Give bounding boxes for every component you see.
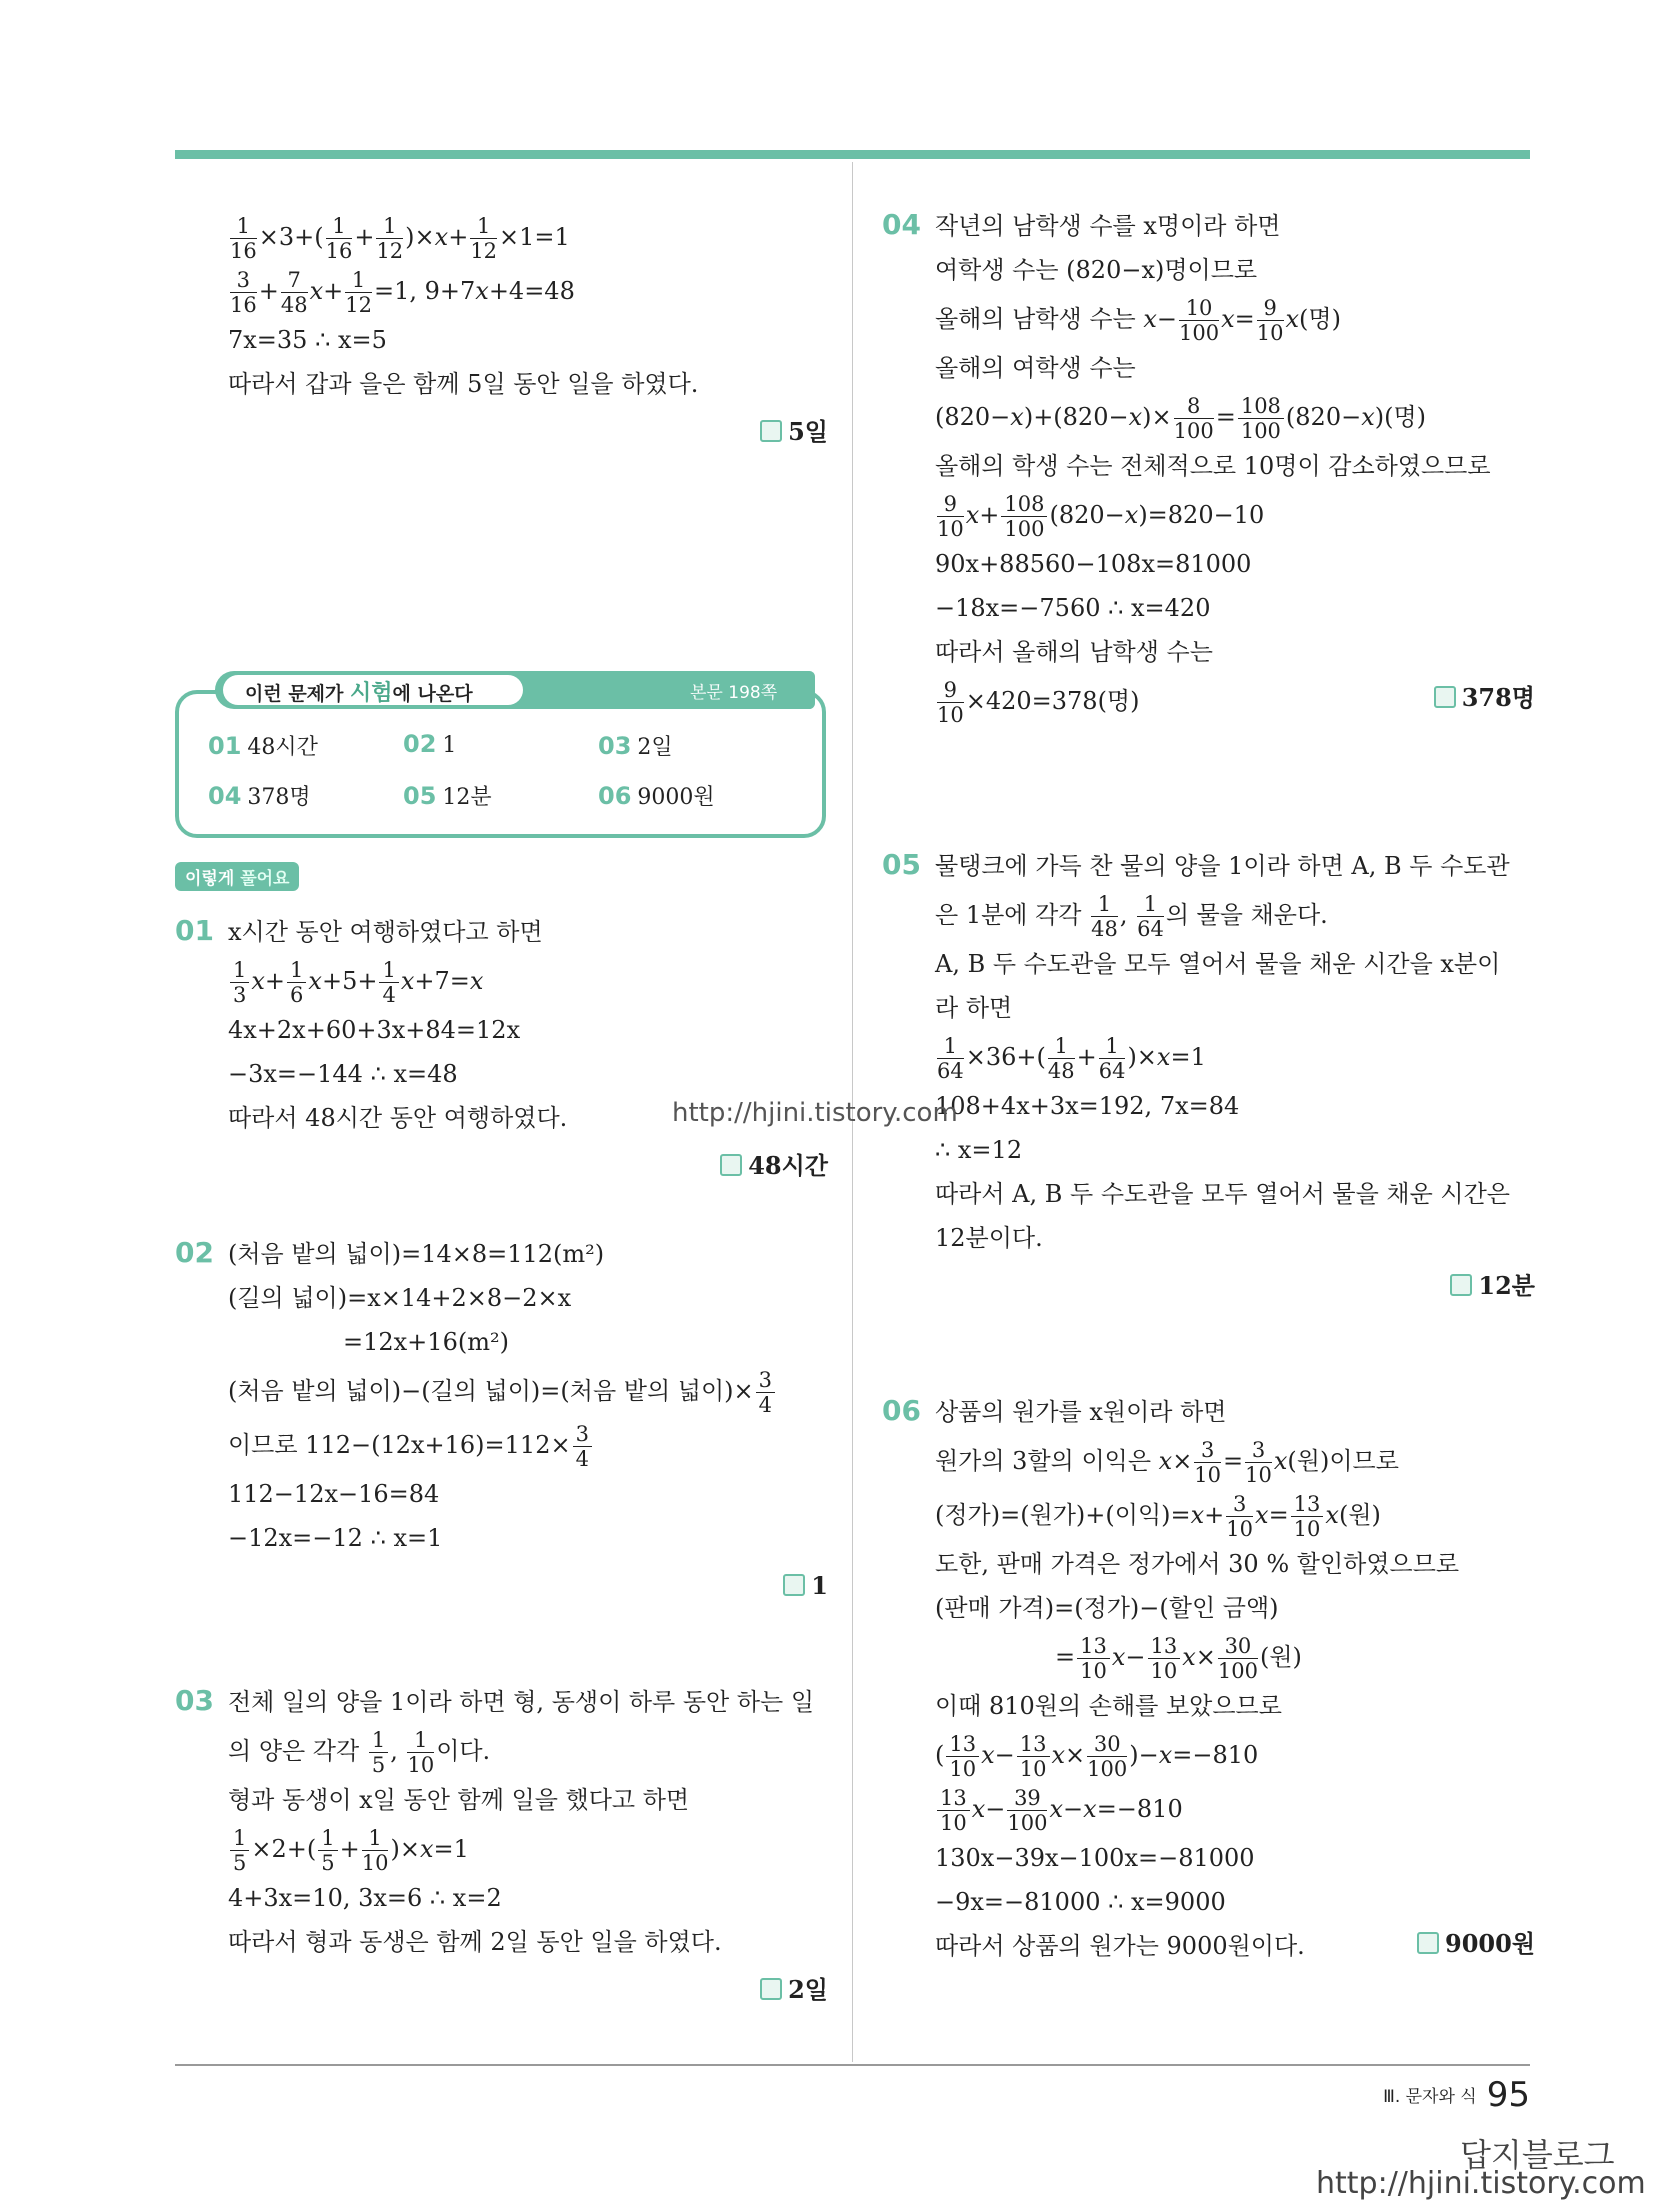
text-line: −12x=−12 ∴ x=1 xyxy=(228,1524,443,1552)
problem-number: 01 xyxy=(175,914,214,947)
text-line: (길의 넓이)=x×14+2×8−2×x xyxy=(228,1284,572,1312)
explanation-label: 이렇게 풀어요 xyxy=(175,862,299,891)
text-line: 올해의 여학생 수는 xyxy=(935,354,1136,382)
equation-line: ( $\frac{13}{10}$ x− $\frac{13}{10}$ x× $\frac{30}{100}$ )−x=−810 xyxy=(935,1732,1259,1781)
equation-line: $\frac{1}{3}$ x+ $\frac{1}{6}$ x+5+ $\frac{1}{4}$ x+7=x xyxy=(228,954,828,1008)
text-line: x시간 동안 여행하였다고 하면 xyxy=(228,918,543,946)
text-line: 4x+2x+60+3x+84=12x xyxy=(228,1016,521,1044)
text-line: 도한, 판매 가격은 정가에서 30 % 할인하였으므로 xyxy=(935,1550,1460,1578)
problem-number: 04 xyxy=(882,208,921,241)
bottom-rule xyxy=(175,2064,1530,2066)
text-line: ∴ x=12 xyxy=(935,1136,1023,1164)
answer-badge: 9000원 xyxy=(1417,1924,1535,1964)
left-column-top xyxy=(228,210,828,452)
equation-line: 원가의 3할의 이익은 x× $\frac{3}{10}$ = $\frac{3}{10}$ x(원)이므로 xyxy=(935,1438,1399,1487)
answer-icon xyxy=(760,420,782,442)
answer-icon xyxy=(783,1574,805,1596)
exam-answer-item: 06 9000원 xyxy=(598,782,715,810)
text-line: 형과 동생이 x일 동안 함께 일을 했다고 하면 xyxy=(228,1786,690,1814)
exam-box-reference: 본문 198쪽 xyxy=(690,683,778,703)
exam-answer-item: 03 2일 xyxy=(598,732,673,760)
answer-badge: 378명 xyxy=(1434,678,1535,718)
text-line: −18x=−7560 ∴ x=420 xyxy=(935,594,1211,622)
text-line: 이때 810원의 손해를 보았으므로 xyxy=(935,1692,1282,1720)
answer-icon xyxy=(1417,1932,1439,1954)
problem-06 xyxy=(935,1390,1535,1968)
equation-line: $\frac{1}{16}$ ×3+( $\frac{1}{16}$ + $\frac{1}{12}$ )×x+ $\frac{1}{12}$ ×1=1 xyxy=(230,214,570,263)
equation-line: $\frac{9}{10}$ ×420=378(명) 378명 xyxy=(937,678,1535,727)
text-line: 90x+88560−108x=81000 xyxy=(935,550,1252,578)
text-line: 올해의 학생 수는 전체적으로 10명이 감소하였으므로 xyxy=(935,452,1491,480)
equation-line: $\frac{1}{64}$ ×36+( $\frac{1}{48}$ + $\frac{1}{64}$ )×x=1 xyxy=(937,1034,1206,1083)
text-line: 따라서 상품의 원가는 9000원이다. 9000원 xyxy=(935,1924,1535,1968)
exam-answers-box xyxy=(175,690,826,838)
page-footer: Ⅲ. 문자와 식 95 xyxy=(1383,2075,1530,2115)
exam-answer-item: 05 12분 xyxy=(403,782,492,810)
problem-01 xyxy=(228,910,828,1186)
text-line: 4+3x=10, 3x=6 ∴ x=2 xyxy=(228,1884,502,1912)
text-line: 상품의 원가를 x원이라 하면 xyxy=(935,1398,1227,1426)
answer-badge: 12분 xyxy=(935,1266,1535,1306)
text-line: 따라서 형과 동생은 함께 2일 동안 일을 하였다. xyxy=(228,1928,722,1956)
problem-number: 06 xyxy=(882,1394,921,1427)
exam-box-title: 이런 문제가 시험에 나온다 xyxy=(245,681,473,706)
text-line: 전체 일의 양을 1이라 하면 형, 동생이 하루 동안 하는 일 xyxy=(228,1688,815,1716)
text-line: 130x−39x−100x=−81000 xyxy=(935,1844,1255,1872)
problem-number: 05 xyxy=(882,848,921,881)
exam-answer-item: 04 378명 xyxy=(208,782,311,810)
text-line: 작년의 남학생 수를 x명이라 하면 xyxy=(935,212,1281,240)
watermark-url: http://hjini.tistory.com xyxy=(672,1098,958,1128)
equation-line: $\frac{1}{5}$ ×2+( $\frac{1}{5}$ + $\frac{1}{10}$ )×x=1 xyxy=(228,1822,828,1876)
problem-03 xyxy=(228,1680,828,2010)
equation-line: (820−x)+(820−x)× $\frac{8}{100}$ = $\frac{108}{100}$ (820−x)(명) xyxy=(935,394,1427,443)
equation-line: 은 1분에 각각 $\frac{1}{48}$ , $\frac{1}{64}$ 의 물을 채운다. xyxy=(935,892,1328,941)
exam-answer-item: 02 1 xyxy=(403,730,457,758)
problem-04 xyxy=(935,204,1535,728)
equation-line: = $\frac{13}{10}$ x− $\frac{13}{10}$ x× $\frac{30}{100}$ (원) xyxy=(1055,1634,1302,1683)
text-line: 108+4x+3x=192, 7x=84 xyxy=(935,1092,1240,1120)
text-line: 따라서 48시간 동안 여행하였다. xyxy=(228,1104,568,1132)
answer-badge: 5일 xyxy=(228,412,828,452)
answer-icon xyxy=(1450,1274,1472,1296)
problem-05 xyxy=(935,844,1535,1306)
text-line: −3x=−144 ∴ x=48 xyxy=(228,1060,458,1088)
equation-line: $\frac{13}{10}$ x− $\frac{39}{100}$ x−x=−810 xyxy=(935,1782,1535,1836)
answer-icon xyxy=(720,1154,742,1176)
text-line: 따라서 올해의 남학생 수는 xyxy=(935,638,1213,666)
equation-line: $\frac{9}{10}$ x+ $\frac{108}{100}$ (820−x)=820−10 xyxy=(937,492,1265,541)
answer-icon xyxy=(760,1978,782,2000)
text-line: 112−12x−16=84 xyxy=(228,1480,440,1508)
text-line: 12분이다. xyxy=(935,1224,1043,1252)
text-line: 물탱크에 가득 찬 물의 양을 1이라 하면 A, B 두 수도관 xyxy=(935,852,1510,880)
problem-02 xyxy=(228,1232,828,1606)
text-line: (처음 밭의 넓이)=14×8=112(m²) xyxy=(228,1240,605,1268)
text-line: −9x=−81000 ∴ x=9000 xyxy=(935,1888,1226,1916)
page-number: 95 xyxy=(1486,2075,1530,2115)
equation-line: (정가)=(원가)+(이익)=x+ $\frac{3}{10}$ x= $\frac{13}{10}$ x(원) xyxy=(935,1492,1381,1541)
text-line: 라 하면 xyxy=(935,994,1013,1022)
text-line: A, B 두 수도관을 모두 열어서 물을 채운 시간을 x분이 xyxy=(935,950,1501,978)
problem-number: 02 xyxy=(175,1236,214,1269)
problem-number: 03 xyxy=(175,1684,214,1717)
equation-line: $\frac{3}{16}$ + $\frac{7}{48}$ x+ $\frac{1}{12}$ =1, 9+7x+4=48 xyxy=(230,268,575,317)
top-accent-bar xyxy=(175,150,1530,159)
text-line: (판매 가격)=(정가)−(할인 금액) xyxy=(935,1594,1279,1622)
answer-badge: 2일 xyxy=(228,1970,828,2010)
watermark-url-bottom: http://hjini.tistory.com xyxy=(1316,2166,1646,2201)
equation-line: 이므로 112−(12x+16)=112× $\frac{3}{4}$ xyxy=(228,1418,828,1472)
watermark-blog: 답지블로그 xyxy=(1460,2136,1615,2174)
equation-line: (처음 밭의 넓이)−(길의 넓이)=(처음 밭의 넓이)× $\frac{3}{4}$ xyxy=(228,1364,828,1418)
exam-answer-item: 01 48시간 xyxy=(208,732,318,760)
text-line: =12x+16(m²) xyxy=(343,1328,509,1356)
answer-badge: 48시간 xyxy=(228,1146,828,1186)
answer-icon xyxy=(1434,686,1456,708)
equation-line: 올해의 남학생 수는 x− $\frac{10}{100}$ x= $\frac{9}{10}$ x(명) xyxy=(935,296,1341,345)
equation-line: 의 양은 각각 $\frac{1}{5}$ , $\frac{1}{10}$ 이다. xyxy=(228,1728,491,1777)
text-line: 따라서 갑과 을은 함께 5일 동안 일을 하였다. xyxy=(228,370,699,398)
answer-badge: 1 xyxy=(228,1566,828,1606)
text-line: 7x=35 ∴ x=5 xyxy=(228,326,387,354)
text-line: 여학생 수는 (820−x)명이므로 xyxy=(935,256,1258,284)
text-line: 따라서 A, B 두 수도관을 모두 열어서 물을 채운 시간은 xyxy=(935,1180,1510,1208)
